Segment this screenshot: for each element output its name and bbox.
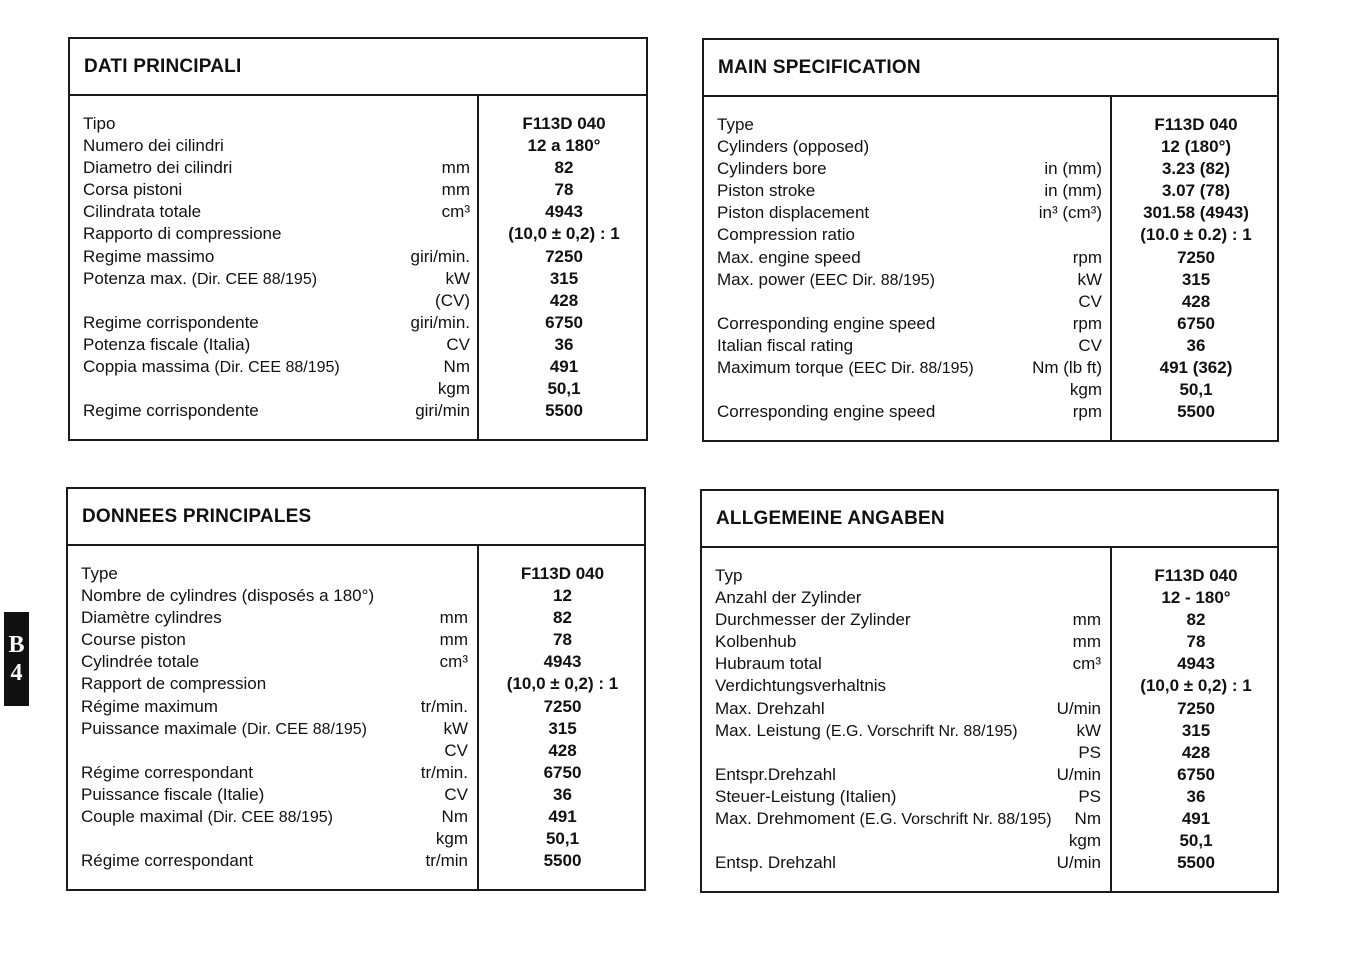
spec-value: 491 [549, 357, 579, 377]
spec-value: 50,1 [547, 379, 581, 399]
spec-label-text: Régime correspondant [81, 851, 253, 871]
spec-label [717, 247, 861, 269]
spec-label [717, 180, 815, 202]
spec-label-note: (Dir. CEE 88/195) [207, 809, 333, 827]
spec-row [68, 696, 644, 718]
spec-label [81, 718, 367, 741]
spec-unit: CV [1078, 291, 1102, 311]
spec-label-text: Piston stroke [717, 181, 816, 201]
spec-row [702, 653, 1277, 675]
panel-header [702, 491, 1277, 548]
spec-row [70, 223, 646, 245]
spec-row [68, 784, 644, 806]
spec-label [717, 357, 974, 380]
spec-unit: CV [444, 784, 468, 804]
spec-value: 78 [1186, 632, 1206, 652]
spec-unit: kgm [1069, 380, 1102, 400]
spec-table [70, 96, 646, 439]
spec-row [702, 786, 1277, 808]
spec-row [70, 290, 646, 312]
spec-unit: mm [1072, 610, 1101, 630]
spec-unit: Nm [441, 807, 468, 827]
spec-label-note: (EEC Dir. 88/195) [809, 271, 935, 289]
spec-value: 82 [553, 608, 572, 628]
spec-unit: CV [444, 740, 468, 760]
spec-label [83, 113, 115, 135]
spec-unit: mm [439, 608, 468, 628]
panel-donnees-principales [66, 487, 646, 891]
spec-unit: kW [445, 268, 470, 288]
spec-value: 6750 [545, 312, 583, 332]
spec-row [68, 828, 644, 850]
spec-label [83, 157, 232, 179]
spec-value: 5500 [545, 401, 583, 421]
spec-label [717, 401, 935, 423]
spec-value: 12 a 180° [527, 136, 601, 156]
spec-value: 3.23 (82) [1161, 159, 1231, 179]
spec-label-text: Piston displacement [717, 203, 870, 223]
spec-row [68, 806, 644, 828]
spec-value: 7250 [1177, 698, 1215, 718]
spec-row [68, 651, 644, 673]
spec-row [704, 269, 1277, 291]
spec-row [68, 740, 644, 762]
spec-label-text: Puissance maximale [81, 718, 242, 738]
spec-label [715, 808, 1052, 831]
spec-unit: in (mm) [1044, 181, 1102, 201]
panel-title: ALLGEMEINE ANGABEN [716, 507, 945, 529]
spec-label [715, 764, 836, 786]
spec-unit: PS [1078, 742, 1101, 762]
spec-label [717, 269, 935, 292]
spec-label-text: Cilindrata totale [83, 202, 202, 222]
spec-value: 301.58 (4943) [1143, 203, 1249, 223]
spec-value: F113D 040 [522, 114, 606, 133]
spec-value: 36 [1186, 786, 1206, 806]
spec-row [704, 114, 1277, 136]
spec-label [83, 334, 250, 356]
spec-row [704, 291, 1277, 313]
spec-row [70, 201, 646, 223]
spec-label [717, 202, 869, 224]
spec-label-text: Régime correspondant [81, 762, 253, 782]
spec-unit: mm [1072, 632, 1101, 652]
spec-label [717, 313, 935, 335]
spec-label [83, 268, 317, 291]
spec-row [704, 247, 1277, 269]
spec-label-text: Diamètre cylindres [81, 608, 222, 628]
spec-label-text: Compression ratio [717, 225, 855, 245]
spec-label-text: Potenza max. [83, 268, 192, 288]
spec-value: 82 [554, 158, 574, 178]
spec-unit: kgm [1068, 831, 1101, 851]
spec-label [81, 651, 199, 673]
spec-value: 5500 [1177, 853, 1215, 873]
spec-label [715, 653, 822, 675]
spec-value: 491 [1181, 809, 1211, 829]
spec-unit: U/min [1056, 764, 1101, 784]
spec-unit: U/min [1056, 853, 1101, 873]
spec-label-text: Rapport de compression [81, 674, 267, 694]
spec-label-text: Puissance fiscale (Italie) [81, 784, 265, 804]
spec-value: 6750 [1177, 764, 1215, 784]
spec-rows [704, 114, 1277, 423]
spec-unit: Nm (lb ft) [1032, 358, 1102, 378]
spec-value: 6750 [1177, 313, 1215, 333]
spec-unit: (CV) [435, 290, 470, 310]
spec-label-note: (Dir. CEE 88/195) [241, 720, 368, 738]
spec-row [68, 563, 644, 585]
spec-label-text: Hubraum total [715, 654, 822, 674]
spec-row [704, 136, 1277, 158]
spec-label [81, 850, 253, 872]
panel-dati-principali [68, 37, 648, 441]
spec-table [702, 548, 1277, 891]
spec-value: 428 [548, 740, 577, 760]
spec-value: 315 [549, 268, 579, 288]
spec-label-note: (Dir. CEE 88/195) [191, 270, 318, 288]
spec-value: 36 [554, 334, 574, 354]
spec-label-text: Maximum torque [717, 358, 849, 378]
spec-unit: tr/min. [420, 762, 468, 782]
spec-label [81, 696, 218, 718]
spec-row [704, 357, 1277, 379]
spec-label [83, 201, 201, 223]
spec-row [702, 720, 1277, 742]
spec-label [715, 698, 825, 720]
spec-unit: rpm [1072, 402, 1102, 422]
spec-unit: kgm [435, 829, 468, 849]
spec-label-text: Regime massimo [83, 246, 215, 266]
spec-value: 82 [1186, 610, 1206, 630]
spec-label-note: (EEC Dir. 88/195) [848, 360, 974, 378]
spec-value: 7250 [1177, 247, 1215, 267]
spec-label [81, 784, 264, 806]
spec-row [68, 762, 644, 784]
spec-value: 6750 [543, 762, 582, 782]
spec-label-text: Kolbenhub [715, 632, 797, 652]
panel-title: MAIN SPECIFICATION [718, 56, 921, 78]
spec-unit: giri/min. [410, 312, 470, 332]
spec-row [70, 135, 646, 157]
spec-label [81, 563, 118, 585]
spec-value: F113D 040 [520, 564, 605, 583]
spec-value: 491 (362) [1159, 358, 1233, 378]
section-tab [4, 612, 29, 706]
spec-label [715, 852, 836, 874]
spec-label-text: Diametro dei cilindri [83, 158, 233, 178]
spec-value: (10,0 ± 0,2) : 1 [508, 224, 620, 244]
spec-value: 4943 [1177, 654, 1215, 674]
spec-label [81, 629, 186, 651]
spec-unit: kW [1076, 720, 1101, 740]
spec-value: 50,1 [545, 829, 580, 849]
spec-unit: CV [446, 334, 470, 354]
spec-row [68, 585, 644, 607]
panel-title: DONNEES PRINCIPALES [82, 505, 312, 527]
spec-row [704, 158, 1277, 180]
spec-label [715, 786, 896, 808]
spec-unit: cm³ [1072, 654, 1101, 674]
spec-label-text: Entspr.Drehzahl [715, 764, 836, 784]
spec-label-text: Regime corrispondente [83, 312, 259, 332]
spec-label-text: Anzahl der Zylinder [715, 588, 862, 608]
spec-label-text: Couple maximal [81, 807, 208, 827]
spec-label [717, 114, 754, 136]
spec-value: 4943 [543, 652, 582, 672]
spec-value: 491 [548, 807, 577, 827]
spec-unit: giri/min [415, 401, 470, 421]
spec-label [715, 675, 886, 697]
spec-row [70, 356, 646, 378]
spec-label-text: Max. Drehmoment [715, 809, 860, 829]
spec-label-text: Rapporto di compressione [83, 224, 282, 244]
spec-label [83, 246, 214, 268]
spec-value: 12 - 180° [1161, 588, 1231, 608]
spec-row [702, 742, 1277, 764]
spec-value: 3.07 (78) [1161, 181, 1231, 201]
section-tab-number: 4 [10, 660, 23, 686]
spec-value: 428 [1181, 291, 1211, 311]
panel-allgemeine-angaben [700, 489, 1279, 893]
spec-label-text: Steuer-Leistung (Italien) [715, 786, 897, 806]
spec-label-text: Verdichtungsverhaltnis [715, 676, 887, 696]
spec-label [717, 136, 869, 158]
spec-row [704, 313, 1277, 335]
spec-unit: rpm [1072, 247, 1102, 267]
spec-row [702, 808, 1277, 830]
spec-label [81, 585, 374, 607]
spec-label [83, 223, 281, 245]
spec-value: 315 [548, 718, 577, 738]
spec-label [717, 158, 827, 180]
spec-value: 5500 [543, 851, 582, 871]
spec-value: 428 [1181, 742, 1211, 762]
spec-row [68, 629, 644, 651]
spec-label-text: Cylindrée totale [81, 652, 200, 672]
spec-unit: kW [1077, 269, 1102, 289]
spec-unit: rpm [1072, 313, 1102, 333]
spec-label-text: Corsa pistoni [83, 180, 183, 200]
spec-unit: PS [1078, 786, 1101, 806]
spec-unit: tr/min [425, 851, 468, 871]
spec-row [70, 268, 646, 290]
spec-row [702, 830, 1277, 852]
spec-label [81, 673, 266, 695]
spec-value: 78 [554, 180, 574, 200]
spec-label [83, 312, 259, 334]
spec-label-text: Max. Drehzahl [715, 698, 825, 718]
spec-row [704, 180, 1277, 202]
spec-label [715, 720, 1018, 743]
spec-label-text: Max. engine speed [717, 247, 861, 267]
spec-value: 7250 [545, 246, 583, 266]
spec-label-text: Régime maximum [81, 696, 218, 716]
spec-value: 12 (180°) [1160, 137, 1232, 157]
spec-row [702, 565, 1277, 587]
spec-row [70, 246, 646, 268]
spec-label-text: Durchmesser der Zylinder [715, 610, 911, 630]
spec-label-text: Course piston [81, 630, 186, 650]
spec-table [704, 97, 1277, 440]
spec-unit: Nm [443, 357, 470, 377]
spec-unit: U/min [1056, 698, 1101, 718]
spec-label [81, 762, 253, 784]
spec-label [715, 565, 742, 587]
spec-value: 315 [1181, 720, 1211, 740]
spec-label-text: Type [81, 564, 118, 583]
spec-label-text: Type [717, 115, 754, 134]
spec-row [70, 312, 646, 334]
spec-label-text: Italian fiscal rating [717, 335, 854, 355]
spec-label [717, 224, 855, 246]
spec-row [702, 631, 1277, 653]
spec-unit: tr/min. [420, 696, 468, 716]
spec-label-text: Cylinders (opposed) [717, 137, 870, 157]
spec-row [702, 852, 1277, 874]
spec-label-text: Max. Leistung [715, 720, 826, 740]
spec-label [83, 400, 259, 422]
spec-row [70, 378, 646, 400]
spec-label-text: Max. power [717, 269, 810, 289]
spec-table [68, 546, 644, 889]
spec-label [715, 609, 911, 631]
spec-rows [70, 113, 646, 422]
spec-value: 78 [553, 630, 572, 650]
spec-value: 7250 [543, 696, 582, 716]
spec-label [81, 607, 222, 629]
panel-header [68, 489, 644, 546]
spec-unit: CV [1078, 335, 1102, 355]
spec-row [702, 587, 1277, 609]
spec-label-text: Numero dei cilindri [83, 136, 224, 156]
spec-label [715, 631, 796, 653]
spec-label-text: Corresponding engine speed [717, 402, 936, 422]
spec-row [702, 698, 1277, 720]
spec-label-text: Typ [715, 566, 743, 585]
spec-row [68, 673, 644, 695]
spec-unit: cm³ [439, 652, 468, 672]
spec-unit: Nm [1074, 809, 1101, 829]
spec-value: (10.0 ± 0.2) : 1 [1140, 225, 1252, 245]
panel-header [704, 40, 1277, 97]
spec-label-note: (E.G. Vorschrift Nr. 88/195) [825, 722, 1018, 740]
spec-label-note: (Dir. CEE 88/195) [214, 359, 340, 377]
spec-value: F113D 040 [1154, 115, 1238, 134]
spec-row [70, 400, 646, 422]
spec-rows [68, 563, 644, 872]
spec-label-text: Corresponding engine speed [717, 313, 936, 333]
spec-label [83, 179, 182, 201]
spec-row [68, 850, 644, 872]
spec-unit: giri/min. [410, 246, 470, 266]
spec-unit: mm [441, 180, 470, 200]
spec-label-text: Coppia massima [83, 357, 215, 377]
spec-row [70, 334, 646, 356]
spec-label-text: Potenza fiscale (Italia) [83, 334, 251, 354]
spec-row [704, 401, 1277, 423]
panel-title: DATI PRINCIPALI [84, 55, 242, 77]
spec-value: 50,1 [1179, 380, 1213, 400]
spec-row [704, 224, 1277, 246]
spec-row [704, 202, 1277, 224]
spec-value: 5500 [1177, 402, 1215, 422]
spec-unit: mm [441, 158, 470, 178]
spec-value: 12 [553, 586, 572, 606]
spec-label-text: Regime corrispondente [83, 401, 259, 421]
spec-unit: cm³ [441, 202, 470, 222]
spec-label [81, 806, 333, 829]
spec-value: (10,0 ± 0,2) : 1 [506, 674, 619, 694]
panel-main-specification [702, 38, 1279, 442]
spec-unit: kW [443, 718, 468, 738]
spec-value: 50,1 [1179, 831, 1213, 851]
spec-unit: mm [439, 630, 468, 650]
spec-row [68, 718, 644, 740]
spec-unit: in³ (cm³) [1038, 203, 1102, 223]
spec-label-text: Nombre de cylindres (disposés a 180°) [81, 586, 375, 606]
spec-label-note: (E.G. Vorschrift Nr. 88/195) [859, 811, 1052, 829]
panel-header [70, 39, 646, 96]
spec-label [83, 356, 340, 379]
spec-label [717, 335, 853, 357]
spec-value: 428 [549, 290, 579, 310]
spec-value: 4943 [545, 202, 583, 222]
spec-label-text: Tipo [83, 114, 116, 133]
spec-row [70, 113, 646, 135]
spec-row [70, 157, 646, 179]
section-tab-letter: B [8, 632, 25, 658]
spec-label [83, 135, 224, 157]
spec-unit: kgm [437, 379, 470, 399]
spec-row [68, 607, 644, 629]
spec-value: 315 [1181, 269, 1211, 289]
spec-label-text: Entsp. Drehzahl [715, 853, 836, 873]
spec-value: (10,0 ± 0,2) : 1 [1140, 676, 1252, 696]
spec-label-text: Cylinders bore [717, 159, 827, 179]
spec-label [715, 587, 861, 609]
spec-value: 36 [553, 784, 572, 804]
spec-value: F113D 040 [1154, 566, 1238, 585]
spec-row [702, 675, 1277, 697]
spec-row [704, 379, 1277, 401]
spec-rows [702, 565, 1277, 874]
spec-unit: in (mm) [1044, 159, 1102, 179]
spec-row [702, 609, 1277, 631]
spec-row [702, 764, 1277, 786]
spec-row [704, 335, 1277, 357]
spec-row [70, 179, 646, 201]
spec-value: 36 [1186, 335, 1206, 355]
